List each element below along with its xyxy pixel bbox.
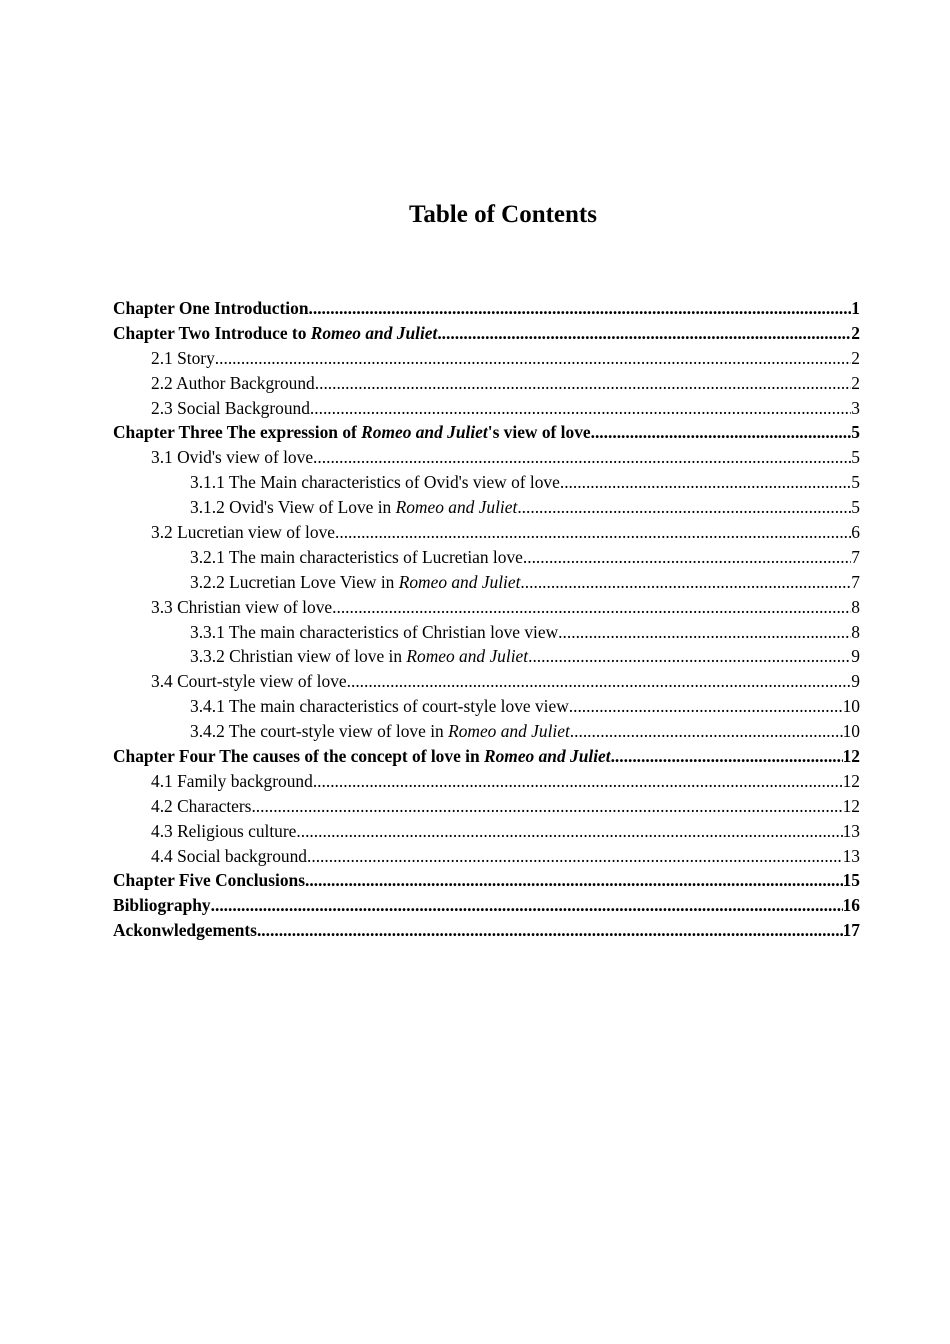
toc-entry-title-text: 3.2 Lucretian view of love [151, 522, 335, 543]
toc-entry-title-text: 3.2.1 The main characteristics of Lucretian love [190, 546, 523, 567]
toc-page-number: 7 [851, 546, 860, 567]
toc-page-number: 7 [851, 571, 860, 592]
toc-entry-title-text: Chapter Five Conclusions [113, 870, 305, 891]
toc-entry-title [190, 545, 523, 570]
toc-entry[interactable] [113, 769, 860, 794]
toc-entry-title [190, 644, 528, 669]
toc-entry-title-italic: Romeo and Juliet [398, 571, 521, 592]
toc-dot-leader [313, 445, 851, 470]
toc-page-number: 5 [851, 422, 860, 443]
toc-page-number: 9 [851, 646, 860, 667]
toc-entry-title [190, 719, 570, 744]
toc-dot-leader [305, 868, 843, 893]
toc-entry-title [113, 744, 611, 769]
toc-entry[interactable] [113, 420, 860, 445]
toc-dot-leader [591, 420, 852, 445]
toc-entry-title [113, 296, 309, 321]
toc-dot-leader [315, 371, 852, 396]
toc-entry-title-italic: Romeo and Juliet [310, 322, 438, 343]
toc-entry[interactable] [113, 918, 860, 943]
toc-entry[interactable] [113, 371, 860, 396]
toc-entry-title [113, 321, 437, 346]
toc-dot-leader [517, 495, 851, 520]
toc-entry-title-text: 3.4 Court-style view of love [151, 671, 347, 692]
toc-entry[interactable] [113, 296, 860, 321]
toc-entry-title [151, 769, 313, 794]
toc-page-number: 9 [851, 671, 860, 692]
toc-entry-title [190, 495, 517, 520]
toc-page-number: 1 [851, 298, 860, 318]
toc-entry-title-text: 3.1.1 The Main characteristics of Ovid's view of love [190, 472, 560, 493]
toc-entry-title [190, 620, 558, 645]
toc-entry-title-text: Chapter Four The causes of the concept of love in [113, 746, 484, 767]
toc-entry-title-text: Chapter One Introduction [113, 298, 309, 318]
toc-page-number: 12 [842, 770, 860, 791]
toc-entry[interactable] [113, 719, 860, 744]
toc-page-number: 10 [842, 696, 860, 717]
toc-entry-title-text: 2.1 Story [151, 347, 215, 368]
toc-entry-title-text: 's view of love [487, 422, 591, 443]
toc-dot-leader [215, 346, 852, 371]
toc-entry-title-text: 4.1 Family background [151, 770, 313, 791]
toc-entry-title [151, 445, 313, 470]
toc-entry[interactable] [113, 545, 860, 570]
table-of-contents [113, 296, 860, 943]
toc-entry[interactable] [113, 694, 860, 719]
toc-page-number: 2 [851, 372, 860, 393]
toc-page-number: 3 [851, 397, 860, 418]
toc-entry-title [151, 819, 296, 844]
toc-entry-title-text: 3.1 Ovid's view of love [151, 447, 314, 468]
toc-page-number: 6 [851, 522, 860, 543]
toc-entry-title-text: 3.4.2 The court-style view of love in [190, 721, 449, 742]
toc-entry[interactable] [113, 620, 860, 645]
toc-entry[interactable] [113, 669, 860, 694]
toc-dot-leader [569, 694, 843, 719]
toc-entry-title-text: 3.3.2 Christian view of love in [190, 646, 407, 667]
toc-page-number: 10 [842, 721, 860, 742]
toc-dot-leader [347, 669, 852, 694]
toc-entry-title-text: 3.3.1 The main characteristics of Christian love view [190, 621, 559, 642]
toc-entry[interactable] [113, 844, 860, 869]
toc-dot-leader [528, 644, 851, 669]
toc-dot-leader [307, 844, 843, 869]
toc-entry-title [113, 893, 211, 918]
toc-dot-leader [437, 321, 851, 346]
toc-entry-title-italic: Romeo and Juliet [484, 746, 611, 767]
toc-entry-title-text: 3.1.2 Ovid's View of Love in [190, 497, 396, 518]
toc-entry[interactable] [113, 396, 860, 421]
page-title: Table of Contents [409, 201, 597, 228]
toc-entry-title-text: 4.4 Social background [151, 845, 307, 866]
toc-entry[interactable] [113, 819, 860, 844]
toc-entry[interactable] [113, 893, 860, 918]
toc-entry[interactable] [113, 794, 860, 819]
toc-page-number: 15 [842, 870, 860, 891]
toc-page-number: 12 [842, 746, 860, 767]
toc-page-number: 8 [851, 596, 860, 617]
toc-entry[interactable] [113, 570, 860, 595]
toc-entry-title [151, 371, 315, 396]
toc-entry-title [151, 520, 335, 545]
toc-page-number: 12 [842, 795, 860, 816]
toc-entry-title [151, 794, 251, 819]
toc-page-number: 5 [851, 497, 860, 518]
toc-dot-leader [310, 396, 851, 421]
toc-entry[interactable] [113, 321, 860, 346]
toc-entry-title-text: Ackonwledgements [113, 920, 257, 941]
toc-entry[interactable] [113, 470, 860, 495]
toc-entry-title [113, 868, 305, 893]
toc-dot-leader [523, 545, 851, 570]
toc-dot-leader [251, 794, 842, 819]
toc-entry[interactable] [113, 346, 860, 371]
toc-entry[interactable] [113, 445, 860, 470]
toc-entry-title-text: 2.2 Author Background [151, 372, 315, 393]
toc-entry[interactable] [113, 595, 860, 620]
toc-entry-title-text: Bibliography [113, 895, 211, 916]
toc-page-number: 13 [842, 845, 860, 866]
toc-entry-title [113, 420, 591, 445]
toc-entry-title-italic: Romeo and Juliet [406, 646, 529, 667]
toc-entry-title-text: Chapter Three The expression of [113, 422, 362, 443]
toc-entry-title-italic: Romeo and Juliet [361, 422, 488, 443]
toc-entry-title [190, 470, 560, 495]
toc-entry-title-italic: Romeo and Juliet [448, 721, 570, 742]
toc-dot-leader [570, 719, 843, 744]
toc-dot-leader [313, 769, 843, 794]
toc-page-number: 2 [851, 322, 860, 343]
toc-page-number: 13 [842, 820, 860, 841]
toc-dot-leader [296, 819, 842, 844]
toc-entry-title [151, 669, 347, 694]
toc-entry-title-text: 3.2.2 Lucretian Love View in [190, 571, 399, 592]
toc-entry-title [190, 694, 569, 719]
toc-entry-title-text: 2.3 Social Background [151, 397, 310, 418]
toc-entry-title [151, 396, 310, 421]
toc-dot-leader [257, 918, 843, 943]
toc-dot-leader [335, 520, 851, 545]
toc-entry[interactable] [113, 744, 860, 769]
toc-page-number: 5 [851, 447, 860, 468]
toc-entry[interactable] [113, 868, 860, 893]
toc-page-number: 8 [851, 621, 860, 642]
toc-entry-title [151, 346, 215, 371]
toc-entry-title [113, 918, 257, 943]
toc-entry-title-text: 3.3 Christian view of love [151, 596, 333, 617]
toc-dot-leader [332, 595, 851, 620]
toc-entry-title-text: Chapter Two Introduce to [113, 322, 311, 343]
toc-entry-title-text: 4.2 Characters [151, 795, 252, 816]
toc-entry[interactable] [113, 520, 860, 545]
toc-entry-title [151, 844, 307, 869]
toc-dot-leader [611, 744, 843, 769]
toc-page-number: 5 [851, 472, 860, 493]
toc-dot-leader [520, 570, 851, 595]
toc-dot-leader [560, 470, 851, 495]
toc-dot-leader [309, 296, 852, 321]
toc-entry-title [190, 570, 520, 595]
toc-entry[interactable] [113, 644, 860, 669]
toc-entry-title [151, 595, 332, 620]
toc-page-number: 2 [851, 347, 860, 368]
toc-entry-title-text: 3.4.1 The main characteristics of court-style love view [190, 696, 569, 717]
toc-entry[interactable] [113, 495, 860, 520]
toc-entry-title-text: 4.3 Religious culture [151, 820, 297, 841]
toc-entry-title-italic: Romeo and Juliet [395, 497, 518, 518]
toc-page-number: 17 [842, 920, 860, 941]
toc-dot-leader [211, 893, 843, 918]
toc-page-number: 16 [842, 895, 860, 916]
toc-dot-leader [558, 620, 851, 645]
